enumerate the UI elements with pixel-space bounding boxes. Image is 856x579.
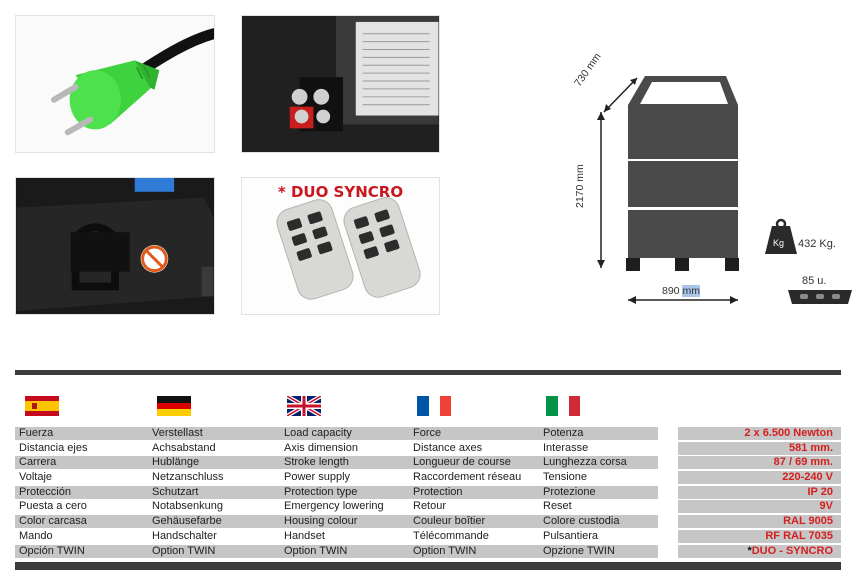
spec-label-de: Achsabstand bbox=[152, 441, 216, 454]
spec-row-emergency bbox=[15, 499, 841, 514]
spec-label-es: Color carcasa bbox=[19, 515, 87, 528]
language-flags bbox=[15, 396, 841, 418]
spain-flag-icon bbox=[25, 396, 59, 416]
spec-label-es: Fuerza bbox=[19, 427, 54, 439]
weight-icon-label: Kg bbox=[773, 238, 785, 248]
spec-value: 2 x 6.500 Newton bbox=[744, 427, 833, 439]
spec-label-it: Potenza bbox=[543, 427, 584, 439]
spec-label-de: Gehäusefarbe bbox=[152, 515, 222, 528]
spec-label-fr: Force bbox=[413, 427, 442, 439]
spec-label-fr: Retour bbox=[413, 500, 447, 513]
battery-terminal-image bbox=[242, 16, 439, 152]
spec-label-es: Opción TWIN bbox=[19, 544, 85, 557]
uk-flag-icon bbox=[287, 396, 321, 416]
spec-value bbox=[678, 544, 841, 559]
duo-syncro-remotes-photo bbox=[241, 177, 440, 315]
spec-label-it: Protezione bbox=[543, 485, 596, 498]
spec-value: RF RAL 7035 bbox=[765, 529, 833, 542]
spec-label-de: Notabsenkung bbox=[152, 500, 223, 513]
battery-terminal-photo bbox=[241, 15, 440, 153]
spec-label-es: Puesta a cero bbox=[19, 500, 87, 513]
spec-label-fr: Distance axes bbox=[413, 441, 483, 454]
depth-dimension-label: 730 mm bbox=[572, 50, 604, 89]
spec-label-it: Opzione TWIN bbox=[543, 544, 615, 557]
italy-flag-icon bbox=[546, 396, 580, 416]
specification-table bbox=[15, 370, 841, 579]
spec-label-it: Pulsantiera bbox=[543, 529, 599, 542]
spec-value: 220-240 V bbox=[782, 471, 833, 484]
spec-row-colour bbox=[15, 514, 841, 529]
spec-value: 581 mm. bbox=[788, 441, 833, 454]
table-bottom-bar bbox=[15, 562, 841, 570]
spec-label-fr: Télécommande bbox=[413, 529, 489, 542]
spec-label-es: Mando bbox=[19, 529, 53, 542]
spec-label-de: Verstellast bbox=[152, 427, 203, 439]
power-plug-image bbox=[16, 16, 214, 152]
spec-value: 9V bbox=[819, 500, 833, 513]
spec-row-protection bbox=[15, 485, 841, 500]
spec-label-es: Voltaje bbox=[19, 471, 53, 484]
spec-label-en: Housing colour bbox=[284, 515, 358, 528]
width-dimension-unit: mm bbox=[682, 285, 700, 297]
spec-label-en: Stroke length bbox=[284, 456, 349, 469]
spec-value: 87 / 69 mm. bbox=[773, 456, 833, 469]
spec-label-en: Handset bbox=[284, 529, 325, 542]
spec-label-it: Interasse bbox=[543, 441, 589, 454]
twin-asterisk: * bbox=[747, 544, 752, 557]
weight-value: 432 Kg. bbox=[798, 238, 836, 250]
spec-label-de: Netzanschluss bbox=[152, 471, 224, 484]
spec-label-en: Power supply bbox=[284, 471, 351, 484]
twin-value: DUO - SYNCRO bbox=[751, 544, 833, 557]
width-dimension-value: 890 bbox=[662, 285, 680, 297]
spec-label-it: Colore custodia bbox=[543, 515, 620, 528]
spec-label-en: Load capacity bbox=[284, 427, 352, 439]
france-flag-icon bbox=[417, 396, 451, 416]
dimension-diagram bbox=[560, 50, 856, 320]
spec-label-en: Protection type bbox=[284, 485, 358, 498]
spec-label-fr: Couleur boîtier bbox=[413, 515, 486, 528]
spec-label-fr: Longueur de course bbox=[413, 456, 511, 469]
spec-label-de: Schutzart bbox=[152, 485, 199, 498]
spec-label-fr: Option TWIN bbox=[413, 544, 477, 557]
control-box-image bbox=[16, 178, 214, 314]
spec-label-fr: Raccordement réseau bbox=[413, 471, 522, 484]
power-plug-photo bbox=[15, 15, 215, 153]
germany-flag-icon bbox=[157, 396, 191, 416]
duo-syncro-title: * DUO SYNCRO bbox=[277, 183, 404, 201]
table-top-bar bbox=[15, 370, 841, 375]
spec-row-power bbox=[15, 470, 841, 485]
spec-row-twin bbox=[15, 544, 841, 559]
spec-label-de: Hublänge bbox=[152, 456, 200, 469]
spec-row-axis bbox=[15, 441, 841, 456]
units-per-pallet-value: 85 u. bbox=[802, 275, 827, 287]
spec-label-it: Tensione bbox=[543, 471, 588, 484]
spec-label-de: Handschalter bbox=[152, 529, 217, 542]
spec-label-es: Protección bbox=[19, 485, 71, 498]
spec-label-en: Emergency lowering bbox=[284, 500, 384, 513]
remote-handsets-image bbox=[242, 178, 439, 314]
spec-row-force bbox=[15, 426, 841, 441]
spec-rows bbox=[15, 426, 841, 558]
spec-label-en: Axis dimension bbox=[284, 441, 358, 454]
control-box-photo bbox=[15, 177, 215, 315]
spec-row-handset bbox=[15, 529, 841, 544]
spec-label-es: Carrera bbox=[19, 456, 57, 469]
spec-label-es: Distancia ejes bbox=[19, 441, 88, 454]
spec-row-stroke bbox=[15, 455, 841, 470]
spec-label-de: Option TWIN bbox=[152, 544, 216, 557]
spec-value: RAL 9005 bbox=[783, 515, 833, 528]
height-dimension-label: 2170 mm bbox=[574, 164, 586, 208]
spec-label-it: Reset bbox=[543, 500, 572, 513]
spec-value: IP 20 bbox=[807, 485, 833, 498]
width-dimension-label bbox=[662, 285, 700, 297]
spec-label-fr: Protection bbox=[413, 485, 463, 498]
spec-label-en: Option TWIN bbox=[284, 544, 348, 557]
spec-label-it: Lunghezza corsa bbox=[543, 456, 627, 469]
